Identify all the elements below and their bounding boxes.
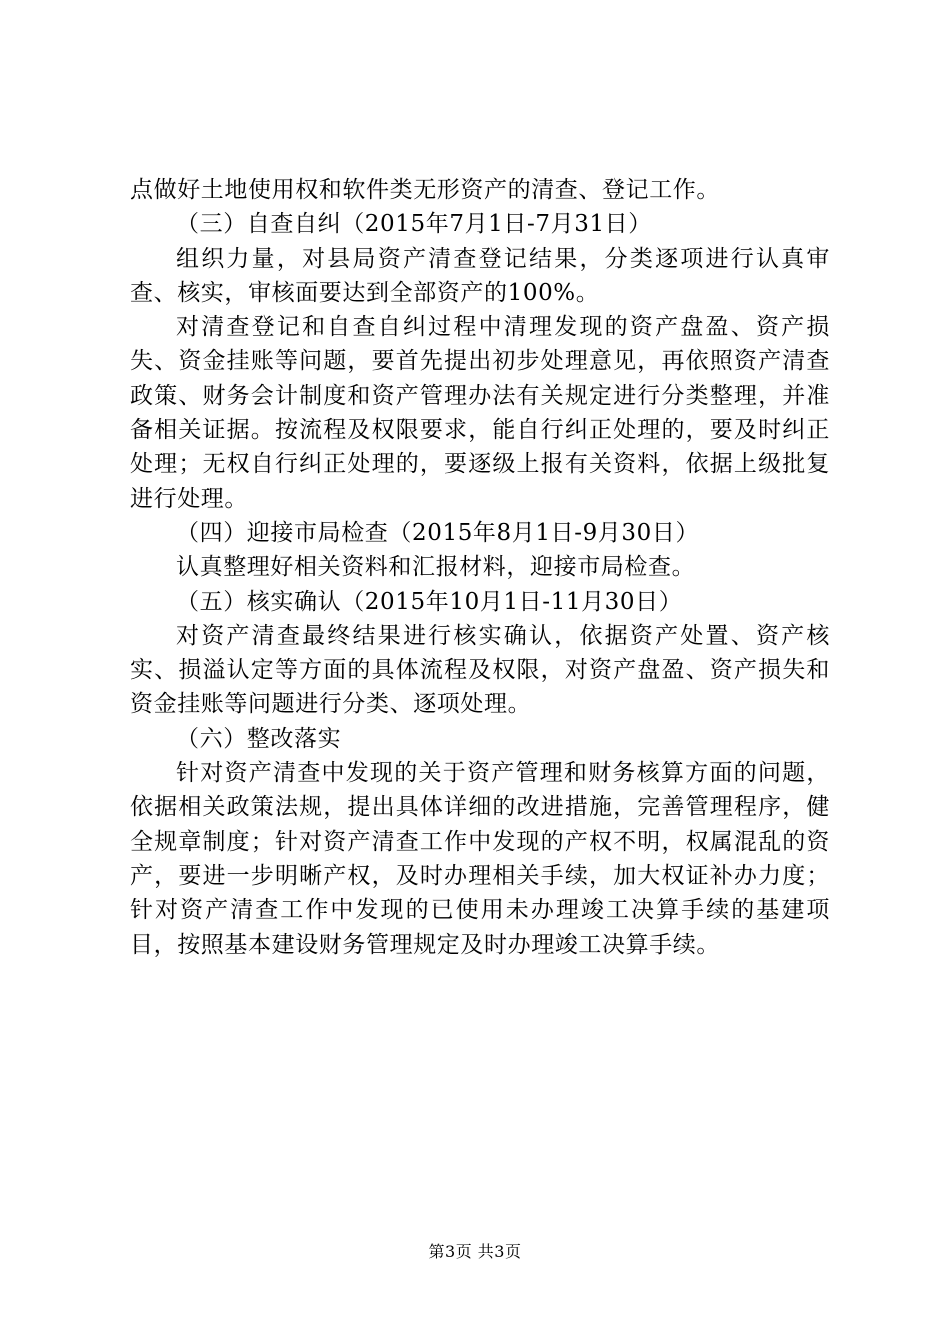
section-heading-4: （四）迎接市局检查（2015年8月1日-9月30日） <box>176 519 700 546</box>
document-body <box>130 173 830 962</box>
paragraph: 对资产清查最终结果进行核实确认，依据资产处置、资产核实、损溢认定等方面的具体流程及权限，对资产盘盈、资产损失和资金挂账等问题进行分类、逐项处理。 <box>130 622 830 718</box>
page-footer: 第3页 共3页 <box>428 1242 522 1261</box>
paragraph: 认真整理好相关资料和汇报材料，迎接市局检查。 <box>176 554 696 581</box>
section-heading-3: （三）自查自纠（2015年7月1日-7月31日） <box>176 211 652 238</box>
section-heading-5: （五）核实确认（2015年10月1日-11月30日） <box>176 588 683 615</box>
paragraph: 对清查登记和自查自纠过程中清理发现的资产盘盈、资产损失、资金挂账等问题，要首先提出初步处理意见，再依照资产清查政策、财务会计制度和资产管理办法有关规定进行分类整理，并准备相关证据。按流程及权限要求，能自行纠正处理的，要及时纠正处理；无权自行纠正处理的，要逐级上报有关资料，依据上级批复进行处理。 <box>130 314 830 512</box>
section-heading-6: （六）整改落实 <box>176 725 342 752</box>
paragraph-continuation: 点做好土地使用权和软件类无形资产的清查、登记工作。 <box>130 177 720 203</box>
paragraph: 组织力量，对县局资产清查登记结果，分类逐项进行认真审查、核实，审核面要达到全部资产的100%。 <box>130 245 830 306</box>
paragraph: 针对资产清查中发现的关于资产管理和财务核算方面的问题，依据相关政策法规，提出具体详细的改进措施，完善管理程序，健全规章制度；针对资产清查工作中发现的产权不明，权属混乱的资产，要进一步明晰产权，及时办理相关手续，加大权证补办力度；针对资产清查工作中发现的已使用未办理竣工决算手续的基建项目，按照基本建设财务管理规定及时办理竣工决算手续。 <box>130 760 830 958</box>
